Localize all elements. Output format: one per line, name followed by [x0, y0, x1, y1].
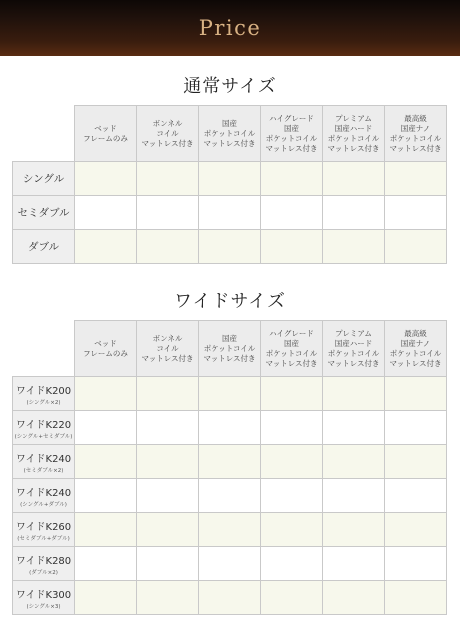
price-cell: [75, 162, 137, 196]
price-cell: [323, 547, 385, 581]
price-cell: [261, 479, 323, 513]
price-cell: [385, 581, 447, 615]
price-cell: [261, 162, 323, 196]
row-label: ワイドK260: [15, 521, 72, 533]
wide-size-table: [12, 320, 447, 615]
price-cell: [385, 377, 447, 411]
row-label: ワイドK300: [15, 589, 72, 601]
column-header-line: マットレス付き: [389, 143, 442, 153]
row-label: セミダブル: [17, 207, 70, 219]
standard-size-title: 通常サイズ: [183, 76, 277, 97]
column-header-line: ボンネル: [152, 333, 183, 343]
price-cell: [323, 581, 385, 615]
column-header-line: マットレス付き: [389, 358, 442, 368]
table-row: [13, 196, 447, 230]
standard-size-table: [12, 105, 447, 264]
row-label: ワイドK240: [15, 453, 72, 465]
price-cell: [323, 411, 385, 445]
column-header-line: 国産: [284, 338, 299, 348]
row-header: [13, 162, 75, 196]
column-header-line: マットレス付き: [327, 143, 380, 153]
price-cell: [261, 230, 323, 264]
price-cell: [385, 513, 447, 547]
row-header: [13, 547, 75, 581]
row-header: [13, 196, 75, 230]
row-header: [13, 581, 75, 615]
price-cell: [261, 377, 323, 411]
price-cell: [323, 479, 385, 513]
row-header: [13, 479, 75, 513]
price-cell: [199, 377, 261, 411]
column-header-line: 国産ナノ: [400, 338, 431, 348]
price-cell: [385, 411, 447, 445]
row-label: ダブル: [27, 241, 60, 253]
column-header-line: マットレス付き: [203, 353, 256, 363]
price-cell: [75, 581, 137, 615]
column-header-line: ポケットコイル: [265, 133, 318, 143]
price-cell: [323, 377, 385, 411]
column-header-line: マットレス付き: [141, 138, 194, 148]
column-header-line: 国産ハード: [334, 123, 373, 133]
column-header-line: プレミアム: [335, 113, 372, 123]
price-cell: [75, 196, 137, 230]
price-cell: [323, 445, 385, 479]
column-header: [323, 321, 385, 377]
column-header-line: マットレス付き: [327, 358, 380, 368]
price-cell: [137, 547, 199, 581]
column-header-line: 国産: [222, 118, 237, 128]
price-cell: [199, 479, 261, 513]
row-label: ワイドK220: [15, 419, 72, 431]
row-sublabel: (セミダブル×2): [23, 467, 64, 474]
column-header: [75, 106, 137, 162]
row-header: [13, 411, 75, 445]
column-header-line: 国産ナノ: [400, 123, 431, 133]
column-header: [137, 106, 199, 162]
wide-size-title: ワイドサイズ: [173, 291, 287, 312]
column-header-line: ポケットコイル: [203, 343, 256, 353]
price-cell: [75, 411, 137, 445]
price-cell: [323, 196, 385, 230]
row-sublabel: (シングル×3): [26, 603, 61, 610]
row-header: [13, 377, 75, 411]
column-header: [261, 321, 323, 377]
column-header-line: プレミアム: [335, 328, 372, 338]
price-cell: [137, 411, 199, 445]
column-header-line: 最高級: [404, 113, 427, 123]
price-cell: [261, 411, 323, 445]
column-header-line: ポケットコイル: [265, 348, 318, 358]
price-cell: [137, 162, 199, 196]
price-cell: [323, 162, 385, 196]
column-header-line: 国産: [222, 333, 237, 343]
column-header: [385, 321, 447, 377]
column-header-line: 最高級: [404, 328, 427, 338]
price-cell: [137, 377, 199, 411]
price-cell: [199, 445, 261, 479]
column-header: [385, 106, 447, 162]
row-sublabel: (シングル×2): [26, 399, 61, 406]
price-cell: [137, 513, 199, 547]
price-cell: [323, 513, 385, 547]
row-sublabel: (ダブル×2): [29, 569, 58, 576]
table-corner: [13, 321, 75, 377]
row-sublabel: (シングル+セミダブル): [14, 433, 73, 440]
column-header: [199, 106, 261, 162]
price-cell: [385, 547, 447, 581]
price-cell: [199, 162, 261, 196]
column-header-line: ポケットコイル: [389, 348, 442, 358]
table-row: [13, 445, 447, 479]
table-row: [13, 377, 447, 411]
price-cell: [199, 196, 261, 230]
column-header-line: ポケットコイル: [327, 348, 380, 358]
price-cell: [385, 479, 447, 513]
page-title: Price: [198, 16, 262, 40]
price-cell: [137, 445, 199, 479]
table-row: [13, 162, 447, 196]
column-header-line: マットレス付き: [265, 143, 318, 153]
price-cell: [385, 196, 447, 230]
price-cell: [199, 513, 261, 547]
column-header-line: ベッド: [94, 123, 117, 133]
column-header-line: ポケットコイル: [389, 133, 442, 143]
table-row: [13, 411, 447, 445]
column-header-line: フレームのみ: [83, 348, 128, 358]
price-cell: [385, 445, 447, 479]
price-cell: [323, 230, 385, 264]
column-header-line: 国産ハード: [334, 338, 373, 348]
column-header-line: コイル: [156, 128, 179, 138]
row-label: ワイドK240: [15, 487, 72, 499]
column-header: [137, 321, 199, 377]
price-banner: [0, 0, 460, 56]
column-header-line: ハイグレード: [269, 328, 314, 338]
price-cell: [75, 377, 137, 411]
price-cell: [75, 445, 137, 479]
row-header: [13, 513, 75, 547]
price-cell: [199, 230, 261, 264]
price-cell: [199, 547, 261, 581]
price-cell: [261, 581, 323, 615]
column-header-line: コイル: [156, 343, 179, 353]
row-label: シングル: [22, 173, 65, 185]
column-header-line: フレームのみ: [83, 133, 128, 143]
row-sublabel: (シングル+ダブル): [20, 501, 67, 508]
row-label: ワイドK200: [15, 385, 72, 397]
column-header-line: ポケットコイル: [203, 128, 256, 138]
price-cell: [137, 581, 199, 615]
table-row: [13, 479, 447, 513]
table-row: [13, 547, 447, 581]
table-corner: [13, 106, 75, 162]
price-cell: [385, 162, 447, 196]
price-cell: [199, 411, 261, 445]
row-sublabel: (セミダブル+ダブル): [17, 535, 70, 542]
row-header: [13, 230, 75, 264]
column-header-line: マットレス付き: [203, 138, 256, 148]
row-header: [13, 445, 75, 479]
column-header-line: ベッド: [94, 338, 117, 348]
price-cell: [261, 513, 323, 547]
column-header-line: 国産: [284, 123, 299, 133]
column-header: [261, 106, 323, 162]
column-header-line: マットレス付き: [265, 358, 318, 368]
price-cell: [75, 547, 137, 581]
table-row: [13, 581, 447, 615]
column-header: [199, 321, 261, 377]
column-header: [323, 106, 385, 162]
price-cell: [261, 196, 323, 230]
price-cell: [75, 230, 137, 264]
table-row: [13, 513, 447, 547]
price-cell: [137, 479, 199, 513]
column-header: [75, 321, 137, 377]
table-row: [13, 230, 447, 264]
price-cell: [261, 547, 323, 581]
price-cell: [385, 230, 447, 264]
price-cell: [261, 445, 323, 479]
price-cell: [137, 230, 199, 264]
price-cell: [75, 479, 137, 513]
price-cell: [75, 513, 137, 547]
price-cell: [199, 581, 261, 615]
column-header-line: マットレス付き: [141, 353, 194, 363]
row-label: ワイドK280: [15, 555, 72, 567]
column-header-line: ポケットコイル: [327, 133, 380, 143]
column-header-line: ボンネル: [152, 118, 183, 128]
price-cell: [137, 196, 199, 230]
column-header-line: ハイグレード: [269, 113, 314, 123]
